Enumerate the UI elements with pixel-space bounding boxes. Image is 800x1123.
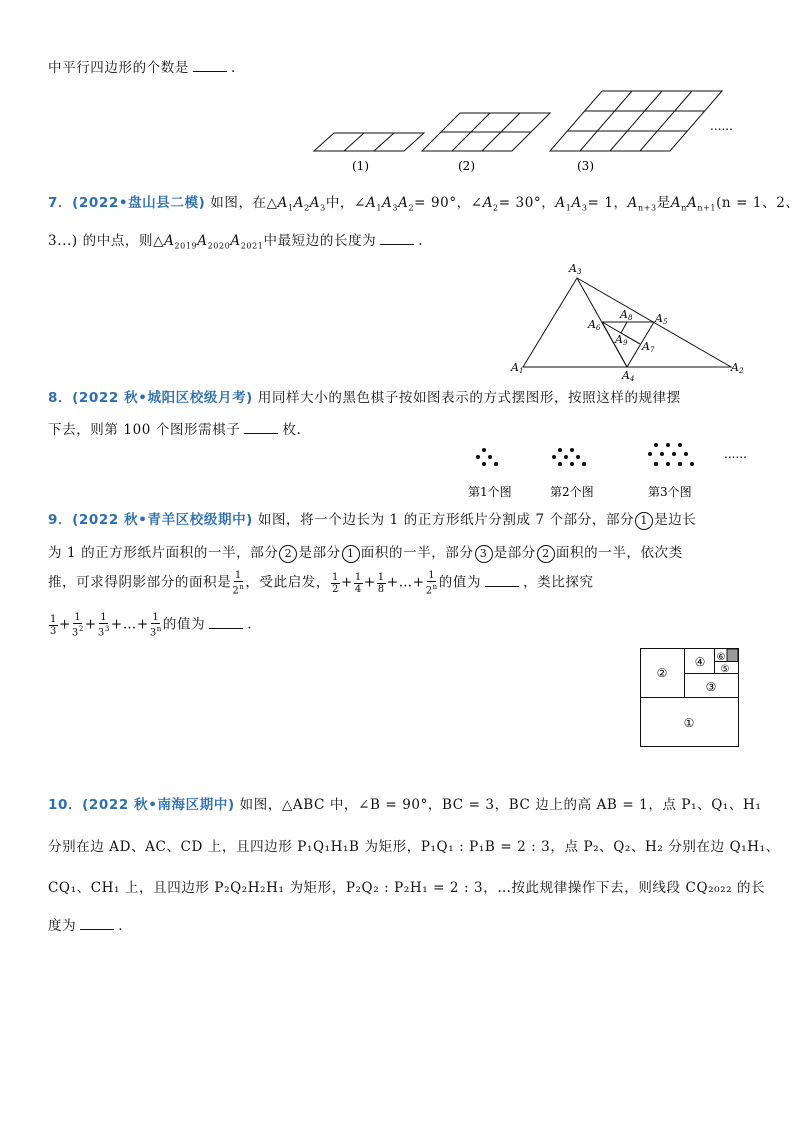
label-a8: A8 xyxy=(620,308,633,322)
answer-blank xyxy=(380,232,414,245)
answer-blank xyxy=(80,917,114,930)
q7-header: 7．(2022•盘山县二模) xyxy=(48,195,206,211)
label-a7: A7 xyxy=(642,340,655,354)
parallelogram-figure xyxy=(300,88,770,178)
fig-label-2: (2) xyxy=(458,159,475,173)
circled-1: 1 xyxy=(342,545,360,563)
label-a6: A6 xyxy=(588,318,601,332)
q8-line2: 下去，则第 100 个图形需棋子 枚. xyxy=(48,422,302,438)
dot-pattern-figure xyxy=(460,440,760,502)
q7-line1: 7．(2022•盘山县二模) 如图，在$\triangle A_1A_2A_3$中，$\angle A_1A_3A_2= 90^\circ$，$\angle A_2= 30^\circ$，$A_1A_3= 1$，$A_{n+3}$是$A_nA_{n+1}(n = 1$、2、 xyxy=(48,195,800,213)
triangle-figure xyxy=(505,258,755,383)
q10-line4: 度为 . xyxy=(48,918,124,934)
label-a1: A1 xyxy=(511,361,524,375)
label-a5: A5 xyxy=(655,312,668,326)
q9-line1: 9．(2022 秋•青羊区校级期中) 如图，将一个边长为 1 的正方形纸片分割成 7 个部分，部分 1 是边长 xyxy=(48,512,697,528)
q10-line2: 分别在边 AD、AC、CD 上，且四边形 P₁Q₁H₁B 为矩形，P₁Q₁ : P₁B = 2 : 3，点 P₂、Q₂、H₂ 分别在边 Q₁H₁、 xyxy=(48,839,780,855)
q9-header: 9．(2022 秋•青羊区校级期中) xyxy=(48,512,253,528)
circled-1: 1 xyxy=(635,512,653,530)
q10-line1: 10．(2022 秋•南海区期中) 如图，△ABC 中，∠B = 90°，BC = 3，BC 边上的高 AB = 1，点 P₁、Q₁、H₁ xyxy=(48,797,762,813)
ellipsis: ...... xyxy=(724,447,747,461)
fig-label-3: (3) xyxy=(577,159,594,173)
circled-2: 2 xyxy=(537,545,555,563)
circled-3: 3 xyxy=(475,545,493,563)
label-a3: A3 xyxy=(569,262,582,276)
region-2: ② xyxy=(656,666,668,680)
q8-header: 8．(2022 秋•城阳区校级月考) xyxy=(48,390,253,406)
label-a2: A2 xyxy=(731,361,744,375)
label-a4: A4 xyxy=(622,369,635,383)
label-a9: A9 xyxy=(615,333,628,347)
q9-line4: $\frac{1}{3}$ + $\frac{1}{3^2}$ + $\frac{1}{3^3}$ +…+ $\frac{1}{3^n}$ 的值为 . xyxy=(50,612,253,639)
answer-blank xyxy=(209,616,243,629)
fig-label-3: 第3个图 xyxy=(648,485,692,499)
answer-blank xyxy=(193,59,227,72)
answer-blank xyxy=(485,574,519,587)
answer-blank xyxy=(244,421,278,434)
region-4: ④ xyxy=(694,655,706,669)
fraction: $\frac{1}{2^n}$ xyxy=(232,570,245,597)
square-partition-figure xyxy=(639,647,743,751)
q9-line2: 为 1 的正方形纸片面积的一半，部分 2 是部分 1 面积的一半，部分 3 是部分 2 面积的一半，依次类 xyxy=(48,545,683,561)
region-3: ③ xyxy=(705,680,717,694)
region-5: ⑤ xyxy=(720,664,730,675)
q7-line2: 3...) 的中点，则$\triangle A_{2019}A_{2020}A_{2021}$中最短边的长度为 . xyxy=(48,233,424,251)
region-6: ⑥ xyxy=(716,652,726,663)
fig-label-1: (1) xyxy=(352,159,369,173)
q6-text: 中平行四边形的个数是 . xyxy=(48,60,236,76)
q9-line3: 推，可求得阴影部分的面积是 $\frac{1}{2^n}$ ，受此启发， $\frac{1}{2}$ + $\frac{1}{4}$ + $\frac{1}{8}$ +…+ $\frac{1}{2^n}$ 的值为 ，类比探究 xyxy=(48,570,594,597)
fig-label-2: 第2个图 xyxy=(550,485,594,499)
ellipsis: ...... xyxy=(710,119,733,133)
q10-header: 10．(2022 秋•南海区期中) xyxy=(48,797,235,813)
q10-line3: CQ₁、CH₁ 上，且四边形 P₂Q₂H₂H₁ 为矩形，P₂Q₂ : P₂H₁ = 2 : 3，…按此规律操作下去，则线段 CQ₂₀₂₂ 的长 xyxy=(48,880,766,896)
q8-line1: 8．(2022 秋•城阳区校级月考) 用同样大小的黑色棋子按如图表示的方式摆图形，按照这样的规律摆 xyxy=(48,390,681,406)
fig-label-1: 第1个图 xyxy=(468,485,512,499)
region-1: ① xyxy=(683,716,695,730)
circled-2: 2 xyxy=(279,545,297,563)
